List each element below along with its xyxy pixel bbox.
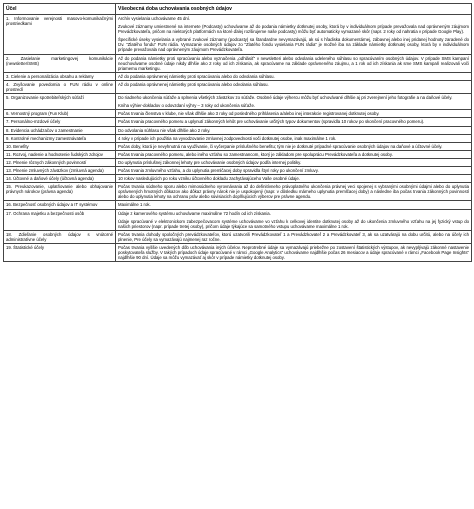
- table-row: [4, 201, 472, 209]
- header-row: [4, 4, 472, 15]
- table-row: [4, 230, 472, 243]
- retention-paragraph: Údaje z kamerového systému uchovávame maximálne 72 hodín od ich získania.: [118, 210, 271, 216]
- purpose-header: Účel: [4, 4, 116, 15]
- retention-paragraph: Do odvolania súhlasu nie však dlhšie ako 2 roky.: [118, 127, 211, 133]
- retention-paragraph: 4 roky v prípade ich použitia na vyvodzovanie zmluvnej zodpovednosti voči dotknutej osobe, inak maximálne 1 rok.: [118, 135, 337, 141]
- retention-cell: [116, 201, 472, 209]
- retention-paragraph: Do uplynutia príslušnej zákonnej lehoty pre uchovávanie osobných údajov podľa internej politiky.: [118, 159, 302, 165]
- purpose-cell: 9. Kontrolné mechanizmy zamestnávateľa: [4, 134, 116, 142]
- retention-cell: [116, 244, 472, 262]
- retention-paragraph: Maximálne 1 rok.: [118, 202, 151, 208]
- purpose-cell: 11. Rozvoj, nadenie a hodnotenie ľudských zdrojov: [4, 150, 116, 158]
- table-row: [4, 126, 472, 134]
- retention-paragraph: Počas doby, ktorá je nevyhnutná na využívanie, či vyčerpanie príslušného benefitu; tým nie je dotknuté prípadné spracúvanie osobných údajov na daňové a účtovné účely.: [118, 143, 443, 149]
- purpose-cell: 18. Zdieľanie osobných údajov s vnútorné administratívne účely: [4, 230, 116, 243]
- purpose-cell: 17. Ochrana majetku a bezpečnosti osôb: [4, 209, 116, 230]
- retention-paragraph: Počas trvania súdneho sporu alebo mimosúdneho vyrovnávania až do definitívneho právoplatného ukončenia právnej veci spojenej s vybranými osobnými údajmi alebo do uplynutia oprávnených hmotných dôkazov ako dôkaz právny nárok nie je uspokojený (napr. v dôsledku márneho uplynutia premlčacej doby) a následne iba počas trvania zákonných povinností alebo do uplynutia lehoty na ochranu práv alebo súvisiacich doplňujúcich výberov pre právne agendu.: [118, 184, 469, 200]
- table-row: [4, 72, 472, 80]
- retention-paragraph: Počas trvania dohody spoločných prevádzkovateľov, ktorú uzatvorili Prevádzkovateľ 1 a Prevádzkovateľ 2 a Prevádzkovateľ 3, ak sa uzatvárajú na dobu určitú, alebo na účely ich plnenie, Pre účely sa vymazávajú najmenej raz ročne.: [118, 231, 469, 242]
- table-row: [4, 134, 472, 142]
- purpose-cell: 14. Účtovné a daňové účely (účtovná agenda): [4, 175, 116, 183]
- retention-paragraph: Až do podania oprávnenej námietky proti spracúvaniu alebo odvolania súhlasu.: [118, 81, 269, 87]
- table-row: [4, 94, 472, 110]
- retention-cell: [116, 54, 472, 72]
- retention-paragraph: Do riadneho ukončenia súťaže a splnenia všetkých záväzkov zo súťaže. Osobné údaje výhercu môžu byť uchovávané dlhšie aj pri zverejnení jeho fotografie a na daňové účely.: [118, 95, 453, 101]
- retention-cell: [116, 142, 472, 150]
- retention-paragraph: Až do podania oprávnenej námietky proti spracúvaniu alebo do odvolania súhlasu.: [118, 73, 275, 79]
- retention-paragraph: Špecifické úseky vysielania a vybrané zvukové záznamy (podcasty) sa štandardne nevymazávajú, ak sú s hľadiska dokumentárnej, zábavnej alebo inej pridanej hodnoty zaradené do tzv. "Zlatého fondu" FUN rádia. Vymazanie osobných údajov zo "Zlatého fondu vysielania FUN rádia" je možné iba na základe námietky dotknutej osoby, ktorá by v individuálnom prípade prevažovala nad oprávneným záujmom Prevádzkovateľa.: [118, 37, 469, 53]
- retention-paragraph: Zvukové záznamy umiestnené na internete (Podcasty) uchovávame až do podania námietky dotknutej osoby, ktorá by v individuálnom prípade prevažovala nad oprávneným záujmom Prevádzkovateľa, pričom na niektorých platformách na ktoré ďalej rozširujeme naše podcasty) môžu byť automaticky vymazané skôr (napr. 2 roky od nahratia v prípade Google Play).: [118, 24, 469, 35]
- retention-paragraph: Až do podania námietky proti spracúvaniu alebo vyznačenia „odhlásiť" v newsletteri alebo odvolania udeleného súhlasu so spracúvaním osobných údajov. V prípade SMS kampaní neuchovávame osobné údaje nikdy dlhšie ako 2 roky od ich získania, ak spracúvame na základe oprávneného záujmu, a 1 rok od ich získania ak sme SMS kampaň realizovali voči priamemu marketingu.: [118, 55, 469, 71]
- retention-paragraph: Údaje spracúvané v elektronickom zabezpečovacom systéme uchovávame vo vzťahu k celkovej identite dotknutej osoby až do ukončenia zmluvného vzťahu na jej fyzický vstup do našich priestorov (napr. prípade tretej osoby), pričom údaje týkajúce sa samotného vstupu uchovávame maximálne 1 rok.: [118, 218, 469, 229]
- retention-paragraph: Počas trvania pracovného pomeru a uplynutí zákonných lehôt pre uchovávanie určitých typov dokumentov (spravidla 10 rokov po skončení pracovného pomeru).: [118, 119, 425, 125]
- retention-paragraph: Počas trvania vyššie uvedených dôb uchovávania iných účelov. Neprotrebné údaje sa vymazávajú priebežne po zostavení štatistických výstupov, ak nevyplývajú zákonné nastavenie poskytovateľa služby. V takých prípadoch údaje spracúvané v rámci „Google Analytics" uchovávame najdlhšie počas 26 mesiacov a údaje spracúvané v rámci „Facebook Page Insights" najdlhšie 90 dní. Údaje sa môžu vymazávať aj skôr v prípade námietky dotknutej osoby.: [118, 245, 469, 261]
- table-row: [4, 209, 472, 230]
- purpose-cell: 1. Informovanie verejnosti masovo-komunikačnými prostriedkami: [4, 15, 116, 55]
- purpose-cell: 4. Zvyšovanie povedomia o FUN rádiu v online prostredí: [4, 80, 116, 93]
- table-row: [4, 80, 472, 93]
- retention-cell: [116, 80, 472, 93]
- purpose-cell: 3. Cielenie a personalizácia obsahu a reklamy: [4, 72, 116, 80]
- purpose-cell: 19. Štatistické účely: [4, 244, 116, 262]
- purpose-cell: 7. Personálno-mzdové účely: [4, 118, 116, 126]
- table-row: [4, 15, 472, 55]
- retention-cell: [116, 72, 472, 80]
- retention-paragraph: 10 rokov nasledujúcich po roku vzniku účtovného dokladu zachytávajúceho Vaše osobné údaje.: [118, 176, 300, 182]
- table-row: [4, 183, 472, 201]
- table-row: [4, 110, 472, 118]
- table-row: [4, 150, 472, 158]
- retention-cell: [116, 166, 472, 174]
- table-row: [4, 118, 472, 126]
- retention-paragraph: Archív vysielania uchovávame 45 dní.: [118, 16, 191, 21]
- purpose-cell: 2. Zasielanie marketingovej komunikácie (newsletter/SMS): [4, 54, 116, 72]
- retention-paragraph: Počas trvania pracovného pomeru, alebo iného vzťahu so zamestnancom, ktorý je základom pre spoluprácu Prevádzkovateľa a dotknutej osoby.: [118, 151, 393, 157]
- purpose-cell: 10. Benefity: [4, 142, 116, 150]
- retention-cell: [116, 150, 472, 158]
- table-row: [4, 158, 472, 166]
- retention-cell: [116, 175, 472, 183]
- retention-cell: [116, 209, 472, 230]
- retention-cell: [116, 183, 472, 201]
- retention-paragraph: Počas trvania zmluvného vzťahu, a do uplynutia premlčacej doby spravidla štyri roky po ukončení zmluvy.: [118, 167, 319, 173]
- purpose-cell: 16. Bezpečnosť osobných údajov a IT systémov: [4, 201, 116, 209]
- retention-paragraph: Počas trvania členstva v klube, nie však dlhšie ako 3 roky od posledného prihlásenia a/alebo inej interakcie registrovanej dotknutej osoby.: [118, 111, 380, 117]
- purpose-cell: 8. Evidencia uchádzačov o zamestnanie: [4, 126, 116, 134]
- retention-cell: [116, 110, 472, 118]
- purpose-cell: 12. Plnenie rôznych zákonných povinností: [4, 158, 116, 166]
- table-row: [4, 142, 472, 150]
- retention-cell: [116, 118, 472, 126]
- table-row: [4, 54, 472, 72]
- retention-table: [3, 3, 472, 262]
- retention-paragraph: Kniha výhier-dokladov o odovzdaní výhry – 3 roky od ukončenia súťaže.: [118, 103, 256, 109]
- table-row: [4, 244, 472, 262]
- retention-cell: [116, 126, 472, 134]
- retention-cell: [116, 158, 472, 166]
- retention-header: Všeobecná doba uchovávania osobných údajov: [116, 4, 472, 15]
- purpose-cell: 5. Organizovanie spotrebiteľských súťaží: [4, 94, 116, 110]
- retention-cell: [116, 15, 472, 55]
- table-row: [4, 175, 472, 183]
- table-row: [4, 166, 472, 174]
- retention-cell: [116, 134, 472, 142]
- retention-cell: [116, 230, 472, 243]
- retention-cell: [116, 94, 472, 110]
- purpose-cell: 15. Preukazovanie, uplatňovanie alebo obhajovanie právnych nárokov (právna agenda): [4, 183, 116, 201]
- purpose-cell: 6. Vernostný program (Fun Klub): [4, 110, 116, 118]
- purpose-cell: 13. Plnenie zmluvných záväzkov (zmluvná agenda): [4, 166, 116, 174]
